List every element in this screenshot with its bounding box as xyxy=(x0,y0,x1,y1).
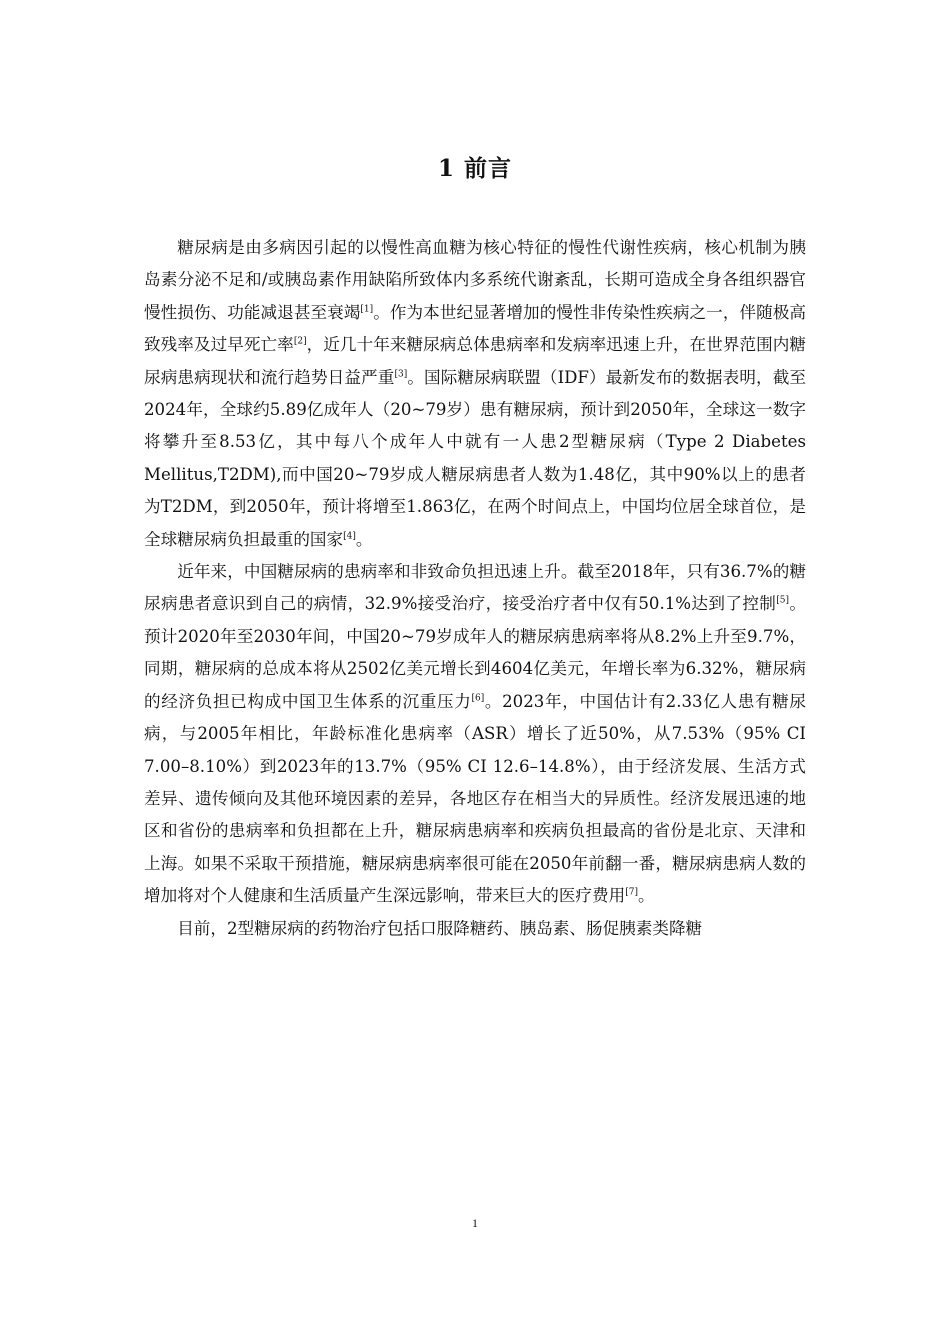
paragraph: 目前，2型糖尿病的药物治疗包括口服降糖药、胰岛素、肠促胰素类降糖 xyxy=(177,918,703,938)
citation[interactable]: [3] xyxy=(394,369,408,380)
paragraph: 糖尿病是由多病因引起的以慢性高血糖为核心特征的慢性代谢性疾病，核心机制为胰岛素分泌不足和/或胰岛素作用缺陷所致体内多系统代谢紊乱，长期可造成全身各组织器官慢性损伤、功能减退甚至衰竭[1]。作为本世纪显著增加的慢性非传染性疾病之一，伴随极高致残率及过早死亡率[2]，近几十年来糖尿病总体患病率和发病率迅速上升，在世界范围内糖尿病患病现状和流行趋势日益严重[3]。国际糖尿病联盟（IDF）最新发布的数据表明，截至2024年，全球约5.89亿成年人（20~79岁）患有糖尿病，预计到2050年，全球这一数字将攀升至8.53亿，其中每八个成年人中就有一人患2型糖尿病（Type 2 Diabetes Mellitus,T2DM),而中国20~79岁成人糖尿病患者人数为1.48亿，其中90%以上的患者为T2DM，到2050年，预计将增至1.863亿，在两个时间点上，中国均位居全球首位，是全球糖尿病负担最重的国家[4]。 xyxy=(144,238,807,549)
citation[interactable]: [2] xyxy=(293,336,307,347)
citation[interactable]: [1] xyxy=(360,304,374,315)
body-text xyxy=(144,232,806,945)
citation[interactable]: [4] xyxy=(343,531,356,542)
citation[interactable]: [6] xyxy=(471,693,485,704)
section-title: 1 前言 xyxy=(437,155,512,182)
citation[interactable]: [7] xyxy=(625,887,638,898)
paragraph: 近年来，中国糖尿病的患病率和非致命负担迅速上升。截至2018年，只有36.7%的糖尿病患者意识到自己的病情，32.9%接受治疗，接受治疗者中仅有50.1%达到了控制[5]。预计2020年至2030年间，中国20~79岁成年人的糖尿病患病率将从8.2%上升至9.7%，同期，糖尿病的总成本将从2502亿美元增长到4604亿美元，年增长率为6.32%，糖尿病的经济负担已构成中国卫生体系的沉重压力[6]。2023年，中国估计有2.33亿人患有糖尿病，与2005年相比，年龄标准化患病率（ASR）增长了近50%，从7.53%（95% CI 7.00–8.10%）到2023年的13.7%（95% CI 12.6–14.8%），由于经济发展、生活方式差异、遗传倾向及其他环境因素的差异，各地区存在相当大的异质性。经济发展迅速的地区和省份的患病率和负担都在上升，糖尿病患病率和疾病负担最高的省份是北京、天津和上海。如果不采取干预措施，糖尿病患病率很可能在2050年前翻一番，糖尿病患病人数的增加将对个人健康和生活质量产生深远影响，带来巨大的医疗费用[7]。 xyxy=(144,562,807,906)
page-number: 1 xyxy=(472,1216,478,1230)
citation[interactable]: [5] xyxy=(776,595,790,606)
